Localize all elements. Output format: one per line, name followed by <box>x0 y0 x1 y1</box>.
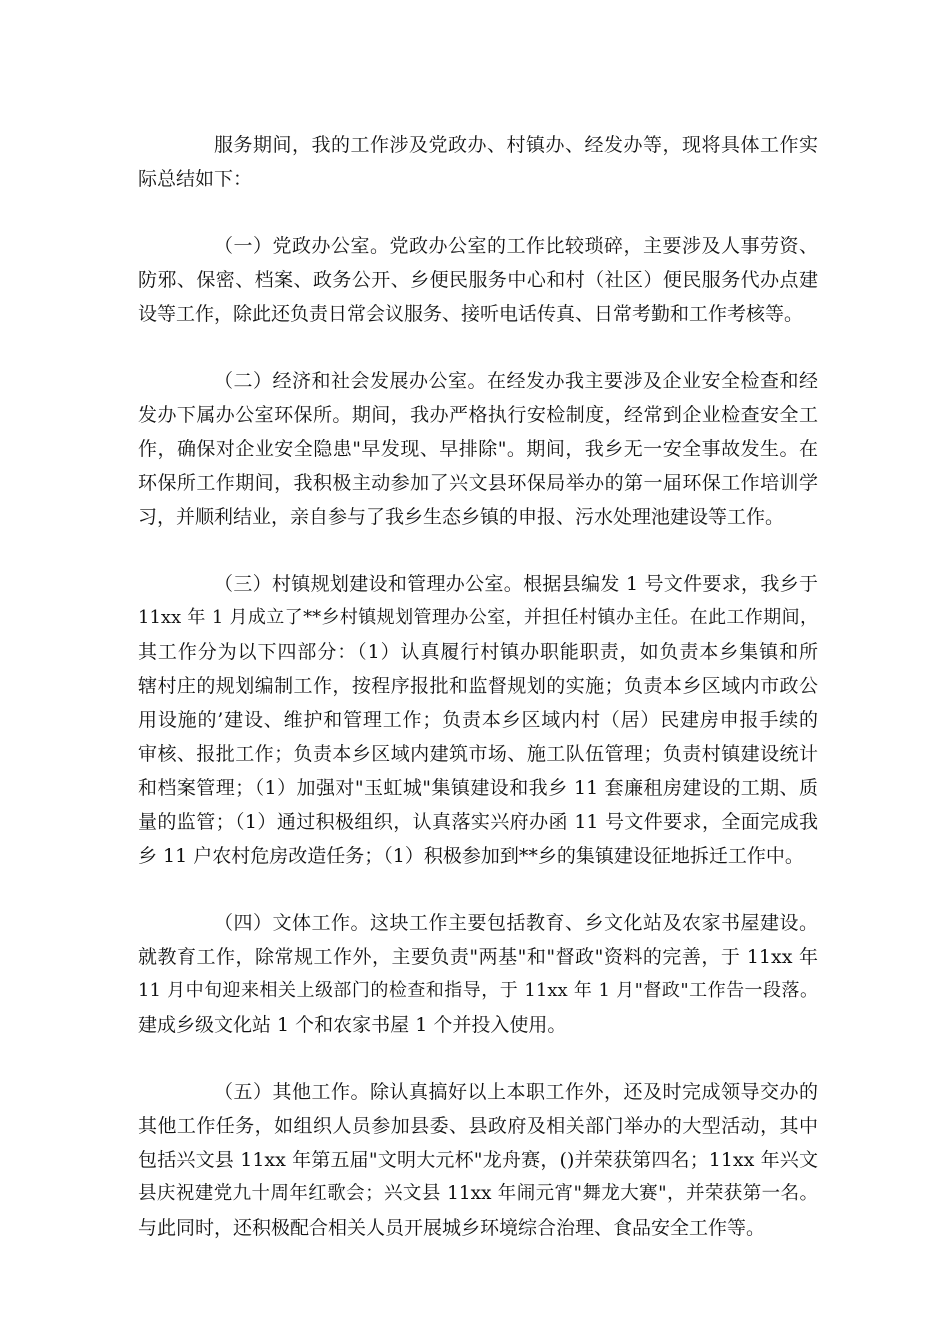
text-line: 作，确保对企业安全隐患"早发现、早排除"。期间，我乡无一安全事故发生。在 <box>138 438 818 460</box>
text-line: （二）经济和社会发展办公室。在经发办我主要涉及企业安全检查和经 <box>214 370 818 392</box>
text-line: （五）其他工作。除认真搞好以上本职工作外，还及时完成领导交办的 <box>214 1081 818 1103</box>
text-line: 发办下属办公室环保所。期间，我办严格执行安检制度，经常到企业检查安全工 <box>138 404 818 426</box>
text-line: 包括兴文县 11xx 年第五届"文明大元杯"龙舟赛，()并荣获第四名；11xx 年兴文 <box>138 1149 818 1171</box>
text-line: 辖村庄的规划编制工作，按程序报批和监督规划的实施；负责本乡区域内市政公 <box>138 675 818 697</box>
text-line: 习，并顺利结业，亲自参与了我乡生态乡镇的申报、污水处理池建设等工作。 <box>138 506 785 528</box>
paragraph-economic-office <box>138 364 818 534</box>
text-line: 设等工作，除此还负责日常会议服务、接听电话传真、日常考勤和工作考核等。 <box>138 303 804 325</box>
paragraph-party-office <box>138 229 818 331</box>
paragraph-other-work <box>138 1075 818 1245</box>
text-line: （三）村镇规划建设和管理办公室。根据县编发 1 号文件要求，我乡于 <box>214 573 818 595</box>
text-line: （四）文体工作。这块工作主要包括教育、乡文化站及农家书屋建设。 <box>214 912 818 934</box>
text-line: 用设施的’建设、维护和管理工作；负责本乡区域内村（居）民建房申报手续的 <box>138 709 818 731</box>
text-line: 防邪、保密、档案、政务公开、乡便民服务中心和村（社区）便民服务代办点建 <box>138 269 818 291</box>
text-line: 11 月中旬迎来相关上级部门的检查和指导，于 11xx 年 1 月"督政"工作告一段落。 <box>138 980 818 1001</box>
text-line: 11xx 年 1 月成立了**乡村镇规划管理办公室，并担任村镇办主任。在此工作期间， <box>138 607 818 628</box>
paragraph-planning-office <box>138 567 818 873</box>
text-line: 环保所工作期间，我积极主动参加了兴文县环保局举办的第一届环保工作培训学 <box>138 472 818 494</box>
document-body <box>138 128 818 1278</box>
text-line: 和档案管理；（1）加强对"玉虹城"集镇建设和我乡 11 套廉租房建设的工期、质 <box>138 777 818 799</box>
text-line: 量的监管；（1）通过积极组织，认真落实兴府办函 11 号文件要求，全面完成我 <box>138 811 818 833</box>
text-line: 其他工作任务，如组织人员参加县委、县政府及相关部门举办的大型活动，其中 <box>138 1115 818 1137</box>
text-line: 其工作分为以下四部分：（1）认真履行村镇办职能职责，如负责本乡集镇和所 <box>138 641 818 663</box>
text-line: 乡 11 户农村危房改造任务；（1）积极参加到**乡的集镇建设征地拆迁工作中。 <box>138 845 804 867</box>
text-line: 县庆祝建党九十周年红歌会；兴文县 11xx 年闹元宵"舞龙大赛"，并荣获第一名。 <box>138 1183 818 1204</box>
text-line: 就教育工作，除常规工作外，主要负责"两基"和"督政"资料的完善，于 11xx 年 <box>138 946 818 968</box>
paragraph-culture-sports <box>138 906 818 1042</box>
text-line: 服务期间，我的工作涉及党政办、村镇办、经发办等，现将具体工作实 <box>214 134 818 156</box>
text-line: 与此同时，还积极配合相关人员开展城乡环境综合治理、食品安全工作等。 <box>138 1217 766 1239</box>
paragraph-intro <box>138 128 818 196</box>
text-line: 建成乡级文化站 1 个和农家书屋 1 个并投入使用。 <box>138 1014 567 1036</box>
text-line: 审核、报批工作；负责本乡区域内建筑市场、施工队伍管理；负责村镇建设统计 <box>138 743 818 765</box>
text-line: （一）党政办公室。党政办公室的工作比较琐碎，主要涉及人事劳资、 <box>214 235 818 257</box>
text-line: 际总结如下： <box>138 168 253 190</box>
